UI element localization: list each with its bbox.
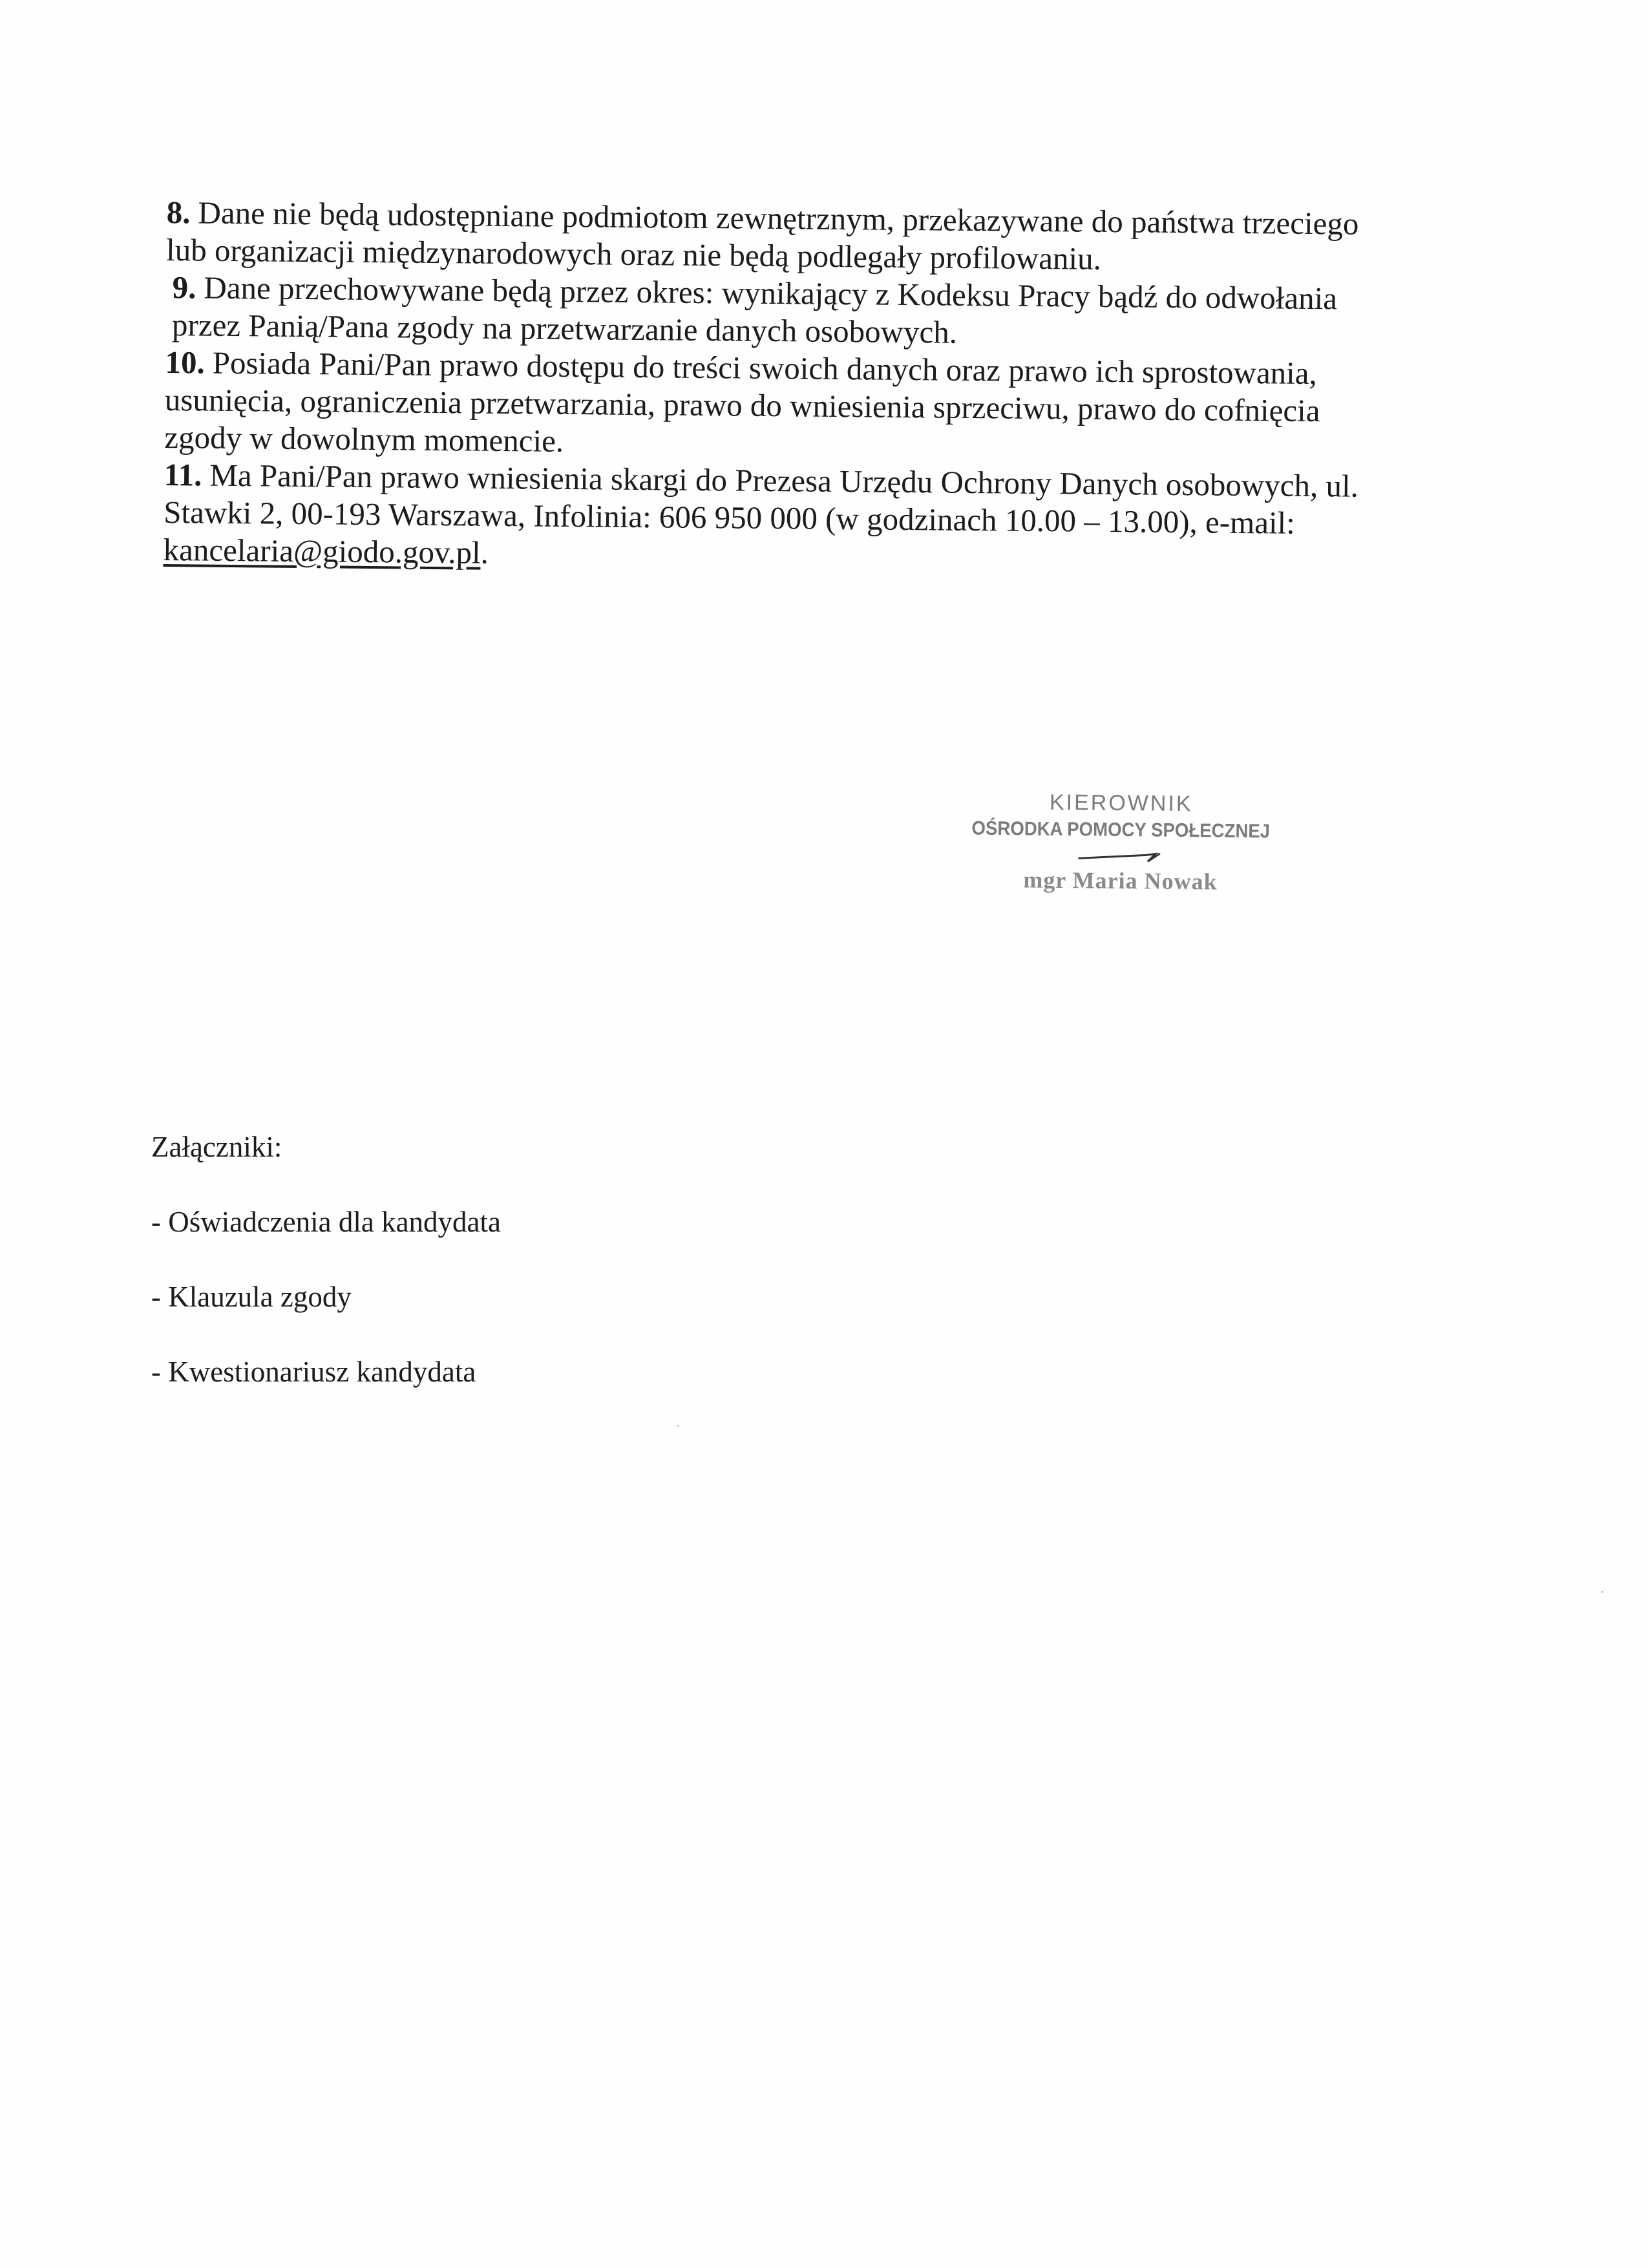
clause-line: lub organizacji międzynarodowych oraz nie będą podlegały profilowaniu. [165,231,1102,277]
clause-number: 9. [172,269,196,306]
clause-8 [166,194,1395,280]
clauses-section [163,194,1394,580]
clause-number: 11. [164,456,202,493]
clause-line: przez Panią/Pana zgody na przetwarzanie danych osobowych. [171,307,958,350]
attachments-section [151,1129,501,1429]
scan-speck [677,1425,679,1427]
attachment-item: - Oświadczenia dla kandydata [151,1206,502,1238]
signature-mark [1075,844,1166,866]
clause-10 [164,344,1393,468]
clause-11 [163,456,1392,580]
attachments-heading: Załączniki: [151,1131,282,1163]
email-trailing-period: . [480,534,489,571]
clause-number: 8. [166,194,191,231]
attachment-item: - Kwestionariusz kandydata [151,1356,476,1388]
director-stamp [939,787,1302,897]
clause-line: Posiada Pani/Pan prawo dostępu do treści swoich danych oraz prawo ich sprostowania, [212,344,1318,392]
clause-line: Dane przechowywane będą przez okres: wynikający z Kodeksu Pracy bądź do odwołania [204,269,1338,317]
scan-speck [1601,1591,1603,1593]
clause-number: 10. [165,344,206,381]
clause-line: Stawki 2, 00-193 Warszawa, Infolinia: 606 950 000 (w godzinach 10.00 – 13.00), e-mail: [164,494,1296,541]
clause-line: zgody w dowolnym momencie. [164,419,564,459]
stamp-name: mgr Maria Nowak [1023,866,1218,895]
stamp-organization: OŚRODKA POMOCY SPOŁECZNEJ [971,817,1271,843]
clause-line: Dane nie będą udostępniane podmiotom zewnętrznym, przekazywane do państwa trzeciego [198,194,1359,242]
stamp-title: KIEROWNIK [1049,790,1193,817]
email-link[interactable]: kancelaria@giodo.gov.pl [163,531,481,571]
clause-9 [165,269,1394,355]
attachment-item: - Klauzula zgody [151,1281,352,1313]
clause-line: Ma Pani/Pan prawo wniesienia skargi do Prezesa Urzędu Ochrony Danych osobowych, ul. [209,457,1359,504]
clause-line: usunięcia, ograniczenia przetwarzania, prawo do wniesienia sprzeciwu, prawo do cofnięcia [164,381,1320,429]
